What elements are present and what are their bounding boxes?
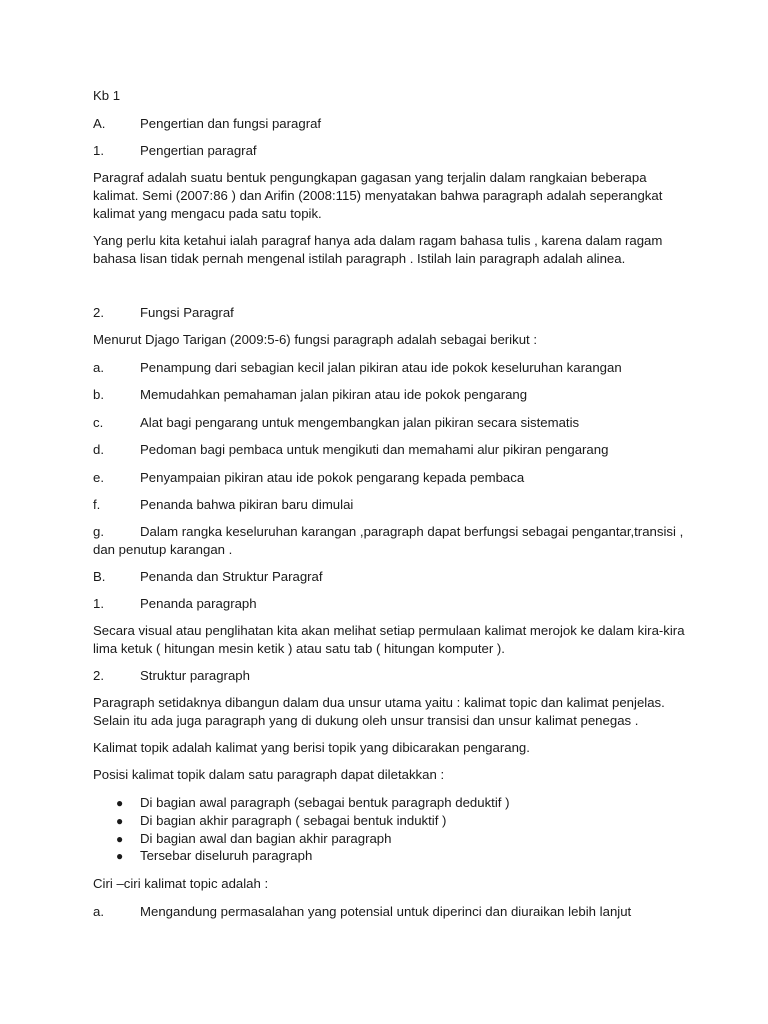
bullet-icon: ● (116, 814, 124, 828)
list-item-text: Dalam rangka keseluruhan karangan ,paragraph dapat berfungsi sebagai pengantar,transisi , (140, 524, 684, 539)
sub-1-heading: Pengertian paragraf (140, 143, 257, 158)
list-item-number: a. (93, 904, 104, 919)
paragraph-line: Posisi kalimat topik dalam satu paragraph dapat diletakkan : (93, 767, 445, 782)
paragraph-line: Ciri –ciri kalimat topic adalah : (93, 876, 269, 891)
sub-2-heading: Fungsi Paragraf (140, 305, 234, 320)
sub-2-number: 2. (93, 305, 104, 320)
bullet-item: Tersebar diseluruh paragraph (140, 848, 313, 863)
list-item-text: Pedoman bagi pembaca untuk mengikuti dan memahami alur pikiran pengarang (140, 442, 609, 457)
bullet-icon: ● (116, 832, 124, 846)
bullet-item: Di bagian awal paragraph (sebagai bentuk paragraph deduktif ) (140, 795, 510, 810)
list-item-continuation: dan penutup karangan . (93, 542, 233, 557)
list-item-text: Penyampaian pikiran atau ide pokok pengarang kepada pembaca (140, 470, 525, 485)
section-a-heading: Pengertian dan fungsi paragraf (140, 116, 322, 131)
list-item-number: c. (93, 415, 104, 430)
section-b-number: B. (93, 569, 106, 584)
list-item-text: Memudahkan pemahaman jalan pikiran atau ide pokok pengarang (140, 387, 528, 402)
document-title: Kb 1 (93, 88, 121, 103)
paragraph-line: lima ketuk ( hitungan mesin ketik ) atau satu tab ( hitungan komputer ). (93, 641, 505, 656)
paragraph-line: Yang perlu kita ketahui ialah paragraf hanya ada dalam ragam bahasa tulis , karena dalam ragam (93, 233, 663, 248)
list-item-text: Penampung dari sebagian kecil jalan pikiran atau ide pokok keseluruhan karangan (140, 360, 622, 375)
sub-b1-number: 1. (93, 596, 104, 611)
bullet-icon: ● (116, 849, 124, 863)
paragraph-line: Paragraph setidaknya dibangun dalam dua unsur utama yaitu : kalimat topic dan kalimat penjelas. (93, 695, 665, 710)
section-b-heading: Penanda dan Struktur Paragraf (140, 569, 323, 584)
list-item-text: Penanda bahwa pikiran baru dimulai (140, 497, 354, 512)
paragraph-line: kalimat yang mengacu pada satu topik. (93, 206, 322, 221)
list-item-text: Mengandung permasalahan yang potensial untuk diperinci dan diuraikan lebih lanjut (140, 904, 632, 919)
list-item-number: d. (93, 442, 104, 457)
sub-b2-heading: Struktur paragraph (140, 668, 250, 683)
paragraph-line: Kalimat topik adalah kalimat yang berisi topik yang dibicarakan pengarang. (93, 740, 530, 755)
paragraph-line: Selain itu ada juga paragraph yang di dukung oleh unsur transisi dan unsur kalimat penegas . (93, 713, 639, 728)
paragraph-line: kalimat. Semi (2007:86 ) dan Arifin (2008:115) menyatakan bahwa paragraph adalah seperangkat (93, 188, 663, 203)
section-a-number: A. (93, 116, 106, 131)
sub-1-number: 1. (93, 143, 104, 158)
list-item-number: g. (93, 524, 104, 539)
paragraph-line: bahasa lisan tidak pernah mengenal istilah paragraph . Istilah lain paragraph adalah alinea. (93, 251, 626, 266)
bullet-item: Di bagian awal dan bagian akhir paragraph (140, 831, 392, 846)
list-item-number: e. (93, 470, 104, 485)
list-item-number: b. (93, 387, 104, 402)
paragraph-line: Menurut Djago Tarigan (2009:5-6) fungsi paragraph adalah sebagai berikut : (93, 332, 538, 347)
sub-b2-number: 2. (93, 668, 104, 683)
bullet-icon: ● (116, 796, 124, 810)
list-item-number: a. (93, 360, 104, 375)
paragraph-line: Paragraf adalah suatu bentuk pengungkapan gagasan yang terjalin dalam rangkaian beberapa (93, 170, 647, 185)
list-item-text: Alat bagi pengarang untuk mengembangkan jalan pikiran secara sistematis (140, 415, 580, 430)
bullet-item: Di bagian akhir paragraph ( sebagai bentuk induktif ) (140, 813, 447, 828)
paragraph-line: Secara visual atau penglihatan kita akan melihat setiap permulaan kalimat merojok ke dalam kira-kira (93, 623, 685, 638)
list-item-number: f. (93, 497, 101, 512)
sub-b1-heading: Penanda paragraph (140, 596, 257, 611)
